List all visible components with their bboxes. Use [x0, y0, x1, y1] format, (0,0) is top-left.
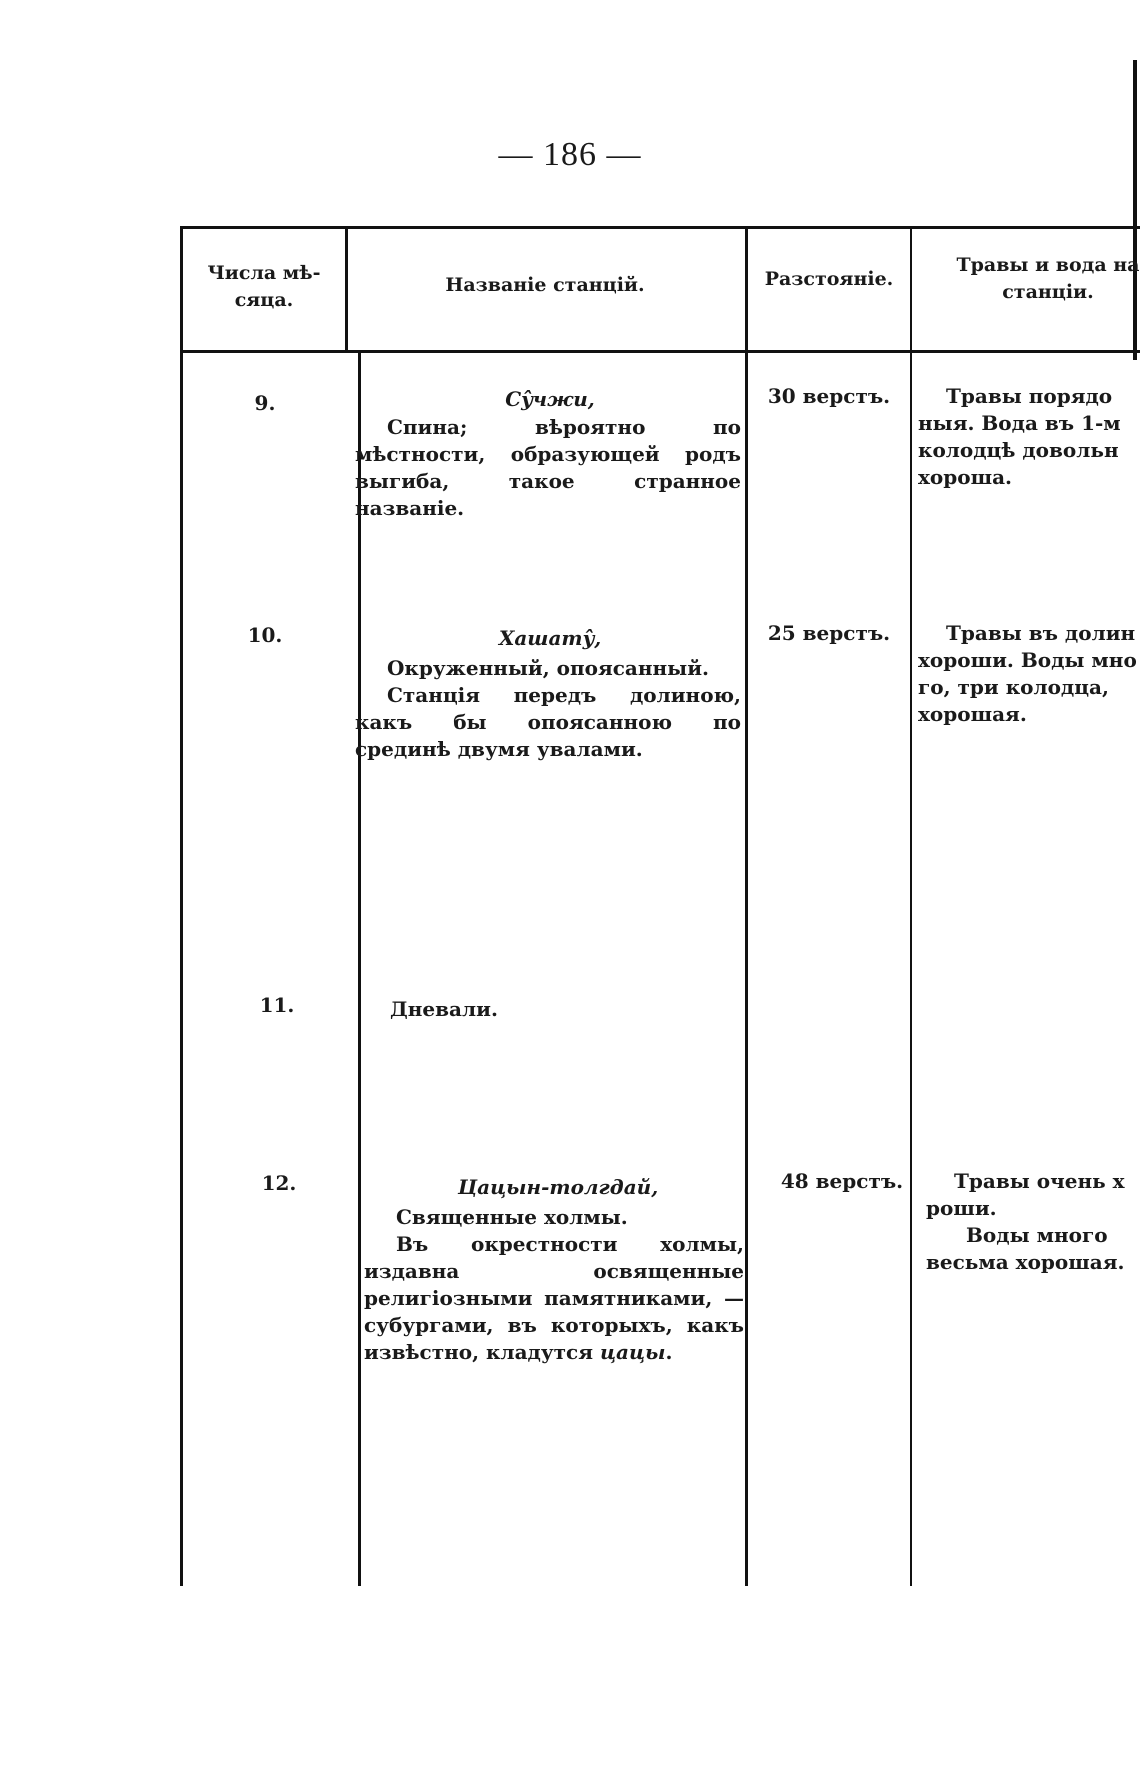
header-grass-water-text: Травы и вода на станціи.	[956, 254, 1140, 303]
col-divider-3	[910, 226, 912, 1586]
row-9-grass-line-1: Травы порядо	[946, 384, 1113, 408]
header-day: Числа мѣ-сяца.	[207, 262, 321, 311]
row-12-distance: 48 верстъ.	[780, 1169, 904, 1193]
header-bottom-rule	[180, 350, 1140, 353]
col-divider-1-body	[358, 353, 361, 1586]
row-10-grass-line-2: хороши. Воды мно	[918, 648, 1137, 672]
row-12-grass-line-3: Воды много	[966, 1223, 1108, 1247]
row-9-meaning: Спина; вѣроятно по мѣстности, образующей родъ выгиба, такое странное названіе.	[355, 415, 741, 520]
table-top-rule	[180, 226, 1140, 229]
header-station: Названіе станцій.	[445, 274, 645, 296]
col-divider-2	[745, 226, 748, 1586]
header-distance: Разстояніе.	[764, 268, 894, 290]
row-10-distance: 25 верстъ.	[767, 621, 891, 645]
row-10-explanation: Станція передъ долиною, какъ бы опоясанною по срединѣ двумя увалами.	[355, 683, 741, 761]
row-12-grass-line-1: Травы очень х	[954, 1169, 1125, 1193]
row-12-explanation-term: цацы	[599, 1340, 666, 1364]
row-12-grass	[926, 1168, 1140, 1276]
row-12-explanation	[364, 1231, 744, 1366]
col-divider-1	[345, 226, 348, 351]
row-10-grass-line-3: го, три колодца,	[918, 675, 1109, 699]
row-10-station-name: Хашатŷ,	[498, 626, 602, 650]
row-11-day: 11.	[259, 993, 295, 1017]
row-9-station-name: Сŷчжи,	[505, 387, 595, 411]
row-9-distance: 30 верстъ.	[767, 384, 891, 408]
right-edge-mark	[1133, 60, 1137, 360]
row-10-grass	[918, 620, 1140, 728]
row-9-grass-line-4: хороша.	[918, 465, 1013, 489]
row-9-day: 9.	[254, 391, 276, 415]
row-9-grass-line-3: колодцѣ довольн	[918, 438, 1119, 462]
table-left-rule	[180, 226, 183, 1586]
row-12-meaning: Священные холмы.	[396, 1205, 628, 1229]
row-12-grass-line-4: весьма хорошая.	[926, 1250, 1125, 1274]
row-10-day: 10.	[247, 623, 283, 647]
row-12-station-name: Цацын-толгдай,	[457, 1175, 659, 1199]
row-12-explanation-end: .	[665, 1340, 673, 1364]
row-10-grass-line-4: хорошая.	[918, 702, 1027, 726]
row-10-meaning: Окруженный, опоясанный.	[387, 656, 710, 680]
row-12-explanation-text: Въ окрестности холмы, издавна освященные религіозными памятниками, — субургами, въ которыхъ, какъ извѣстно, кладутся	[364, 1232, 744, 1364]
header-grass-water	[918, 252, 1140, 306]
page-number: — 186 —	[498, 136, 642, 173]
row-12-day: 12.	[261, 1171, 297, 1195]
row-12-grass-line-2: роши.	[926, 1196, 997, 1220]
row-9-grass-line-2: ныя. Вода въ 1-м	[918, 411, 1121, 435]
row-11-meaning: Дневали.	[390, 997, 498, 1021]
row-9-grass	[918, 383, 1140, 491]
row-10-grass-line-1: Травы въ долин	[946, 621, 1136, 645]
